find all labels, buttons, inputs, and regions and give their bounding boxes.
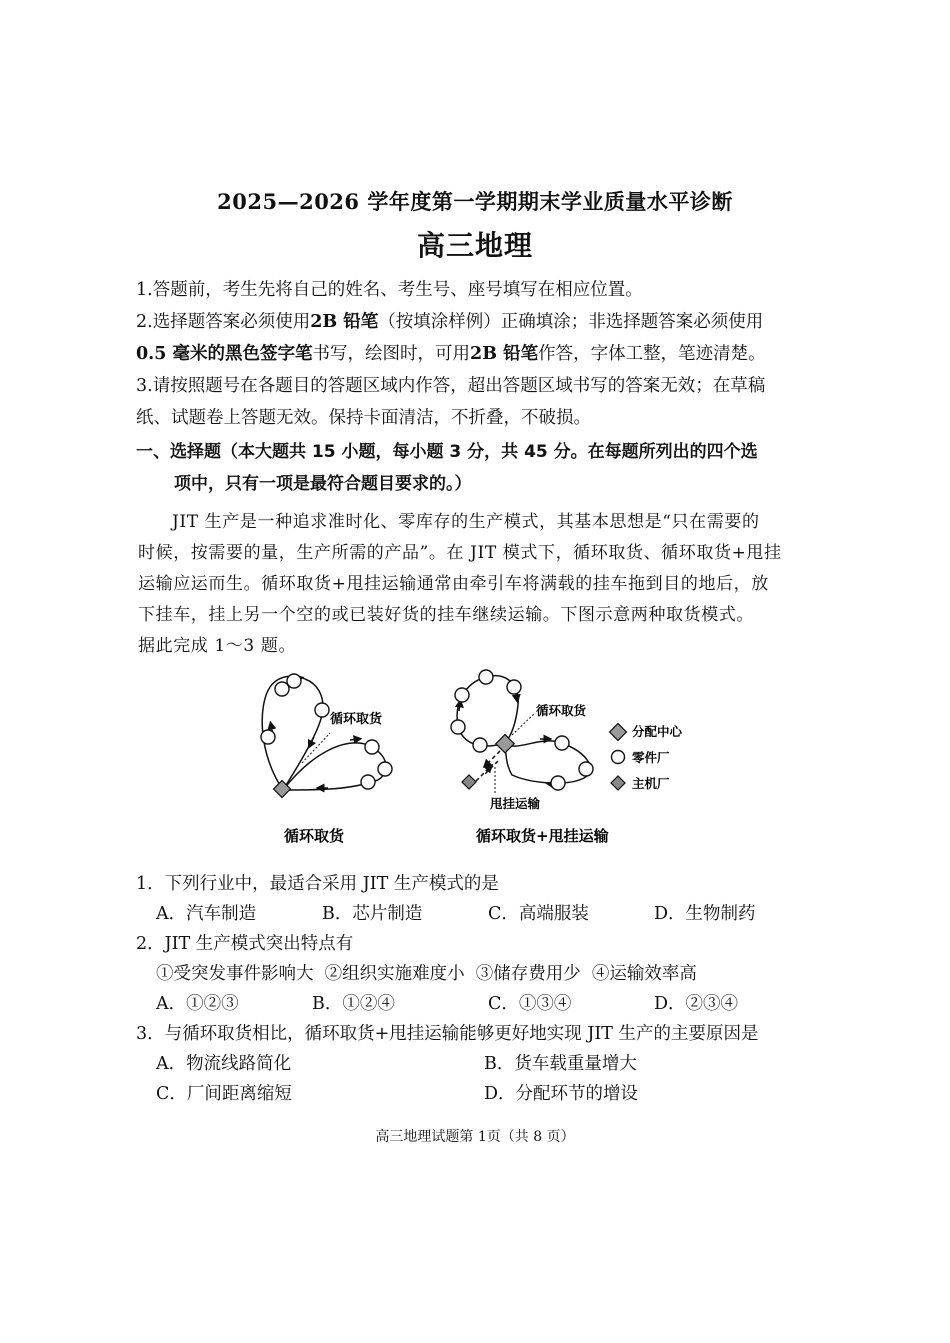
left-caption: 循环取货 [284, 827, 345, 845]
parts-factory-icon [287, 674, 301, 688]
right-diagram [457, 676, 590, 785]
question-2-option-a: A．①②③ [156, 994, 239, 1014]
right-drop-label: 甩挂运输 [490, 796, 541, 811]
parts-factory-icon [451, 720, 465, 734]
question-2-statements: ①受突发事件影响大 ②组织实施难度小 ③储存费用少 ④运输效率高 [156, 964, 697, 984]
parts-factory-icon [455, 688, 469, 702]
exam-subject: 高三地理 [416, 229, 533, 262]
instruction-1: 1.答题前，考生先将自己的姓名、考生号、座号填写在相应位置。 [136, 280, 643, 300]
passage-line-2: 时候，按需要的量，生产所需的产品”。在 JIT 模式下，循环取货、循环取货+甩挂 [138, 543, 782, 563]
question-1-option-c: C．高端服装 [488, 904, 589, 924]
parts-factory-icon [261, 730, 275, 744]
parts-factory-icon [378, 762, 392, 776]
right-parts-factories [451, 670, 593, 790]
distribution-center-icon [496, 735, 514, 753]
exam-title: 2025—2026 学年度第一学期期末学业质量水平诊断 [217, 189, 733, 214]
instruction-2-part: 作答，字体工整，笔迹清楚。 [538, 344, 766, 364]
question-1-option-d: D．生物制药 [654, 904, 756, 924]
right-caption: 循环取货+甩挂运输 [476, 827, 609, 845]
legend-center-label: 分配中心 [632, 724, 683, 739]
instruction-3-cont: 纸、试题卷上答题无效。保持卡面清洁，不折叠，不破损。 [136, 408, 591, 428]
instruction-2 [136, 308, 763, 333]
instruction-2-bold: 0.5 毫米的黑色签字笔 [136, 344, 313, 364]
instruction-2-cont [136, 340, 766, 365]
right-route-label: 循环取货 [536, 703, 587, 718]
leader-line [512, 713, 535, 735]
question-2-stem: 2．JIT 生产模式突出特点有 [136, 934, 354, 954]
question-2-option-c: C．①③④ [488, 994, 572, 1014]
question-3-option-c: C．厂间距离缩短 [156, 1084, 292, 1104]
passage-line-3: 运输应运而生。循环取货+甩挂运输通常由牵引车将满载的挂车拖到目的地后，放 [138, 574, 769, 594]
page-footer: 高三地理试题第 1页（共 8 页） [375, 1129, 575, 1145]
question-3-option-d: D．分配环节的增设 [484, 1084, 639, 1104]
parts-factory-icon [551, 776, 565, 790]
question-2-option-b: B．①②④ [312, 994, 395, 1014]
question-1-option-b: B．芯片制造 [322, 904, 423, 924]
parts-factory-icon [315, 703, 329, 717]
parts-factory-icon [361, 775, 375, 789]
question-1-option-a: A．汽车制造 [156, 904, 257, 924]
question-3-option-a: A．物流线路简化 [156, 1054, 292, 1074]
instruction-2-part: 书写，绘图时，可用 [312, 344, 471, 364]
legend [610, 724, 683, 791]
parts-factory-icon [579, 762, 593, 776]
parts-factory-icon [555, 736, 569, 750]
left-parts-factories [261, 674, 392, 789]
parts-factory-icon [275, 682, 289, 696]
parts-factory-icon [473, 738, 487, 752]
instruction-3: 3.请按照题号在各题目的答题区域内作答，超出答题区域书写的答案无效；在草稿 [136, 376, 766, 396]
instruction-2-bold: 2B 铅笔 [470, 344, 539, 364]
passage-line-5: 据此完成 1～3 题。 [138, 636, 297, 656]
parts-factory-icon [365, 740, 379, 754]
legend-center-icon [610, 724, 627, 741]
legend-host-icon [611, 776, 625, 790]
passage-line-4: 下挂车，挂上另一个空的或已装好货的挂车继续运输。下图示意两种取货模式。 [138, 605, 754, 625]
instruction-2-part: （按填涂样例）正确填涂；非选择题答案必须使用 [378, 312, 764, 332]
parts-factory-icon [507, 680, 521, 694]
section-heading-cont: 项中，只有一项是最符合题目要求的。） [174, 474, 472, 494]
question-3-stem: 3．与循环取货相比，循环取货+甩挂运输能够更好地实现 JIT 生产的主要原因是 [136, 1024, 759, 1044]
legend-host-label: 主机厂 [632, 776, 670, 791]
question-1-stem: 1．下列行业中，最适合采用 JIT 生产模式的是 [136, 874, 499, 894]
instruction-2-part: 2.选择题答案必须使用 [136, 312, 311, 332]
legend-parts-label: 零件厂 [632, 750, 670, 765]
question-2-option-d: D．②③④ [654, 994, 739, 1014]
passage-line-1: JIT 生产是一种追求准时化、零库存的生产模式，其基本思想是“只在需要的 [172, 512, 760, 532]
legend-parts-icon [612, 751, 625, 764]
instruction-2-bold: 2B 铅笔 [310, 312, 379, 332]
section-heading: 一、选择题（本大题共 15 小题，每小题 3 分，共 45 分。在每题所列出的四个选 [136, 442, 758, 462]
question-3-option-b: B．货车载重量增大 [484, 1054, 637, 1074]
host-factory-icon [462, 775, 476, 789]
pickup-modes-figure [250, 665, 710, 850]
left-route-label: 循环取货 [330, 712, 383, 727]
parts-factory-icon [479, 670, 493, 684]
